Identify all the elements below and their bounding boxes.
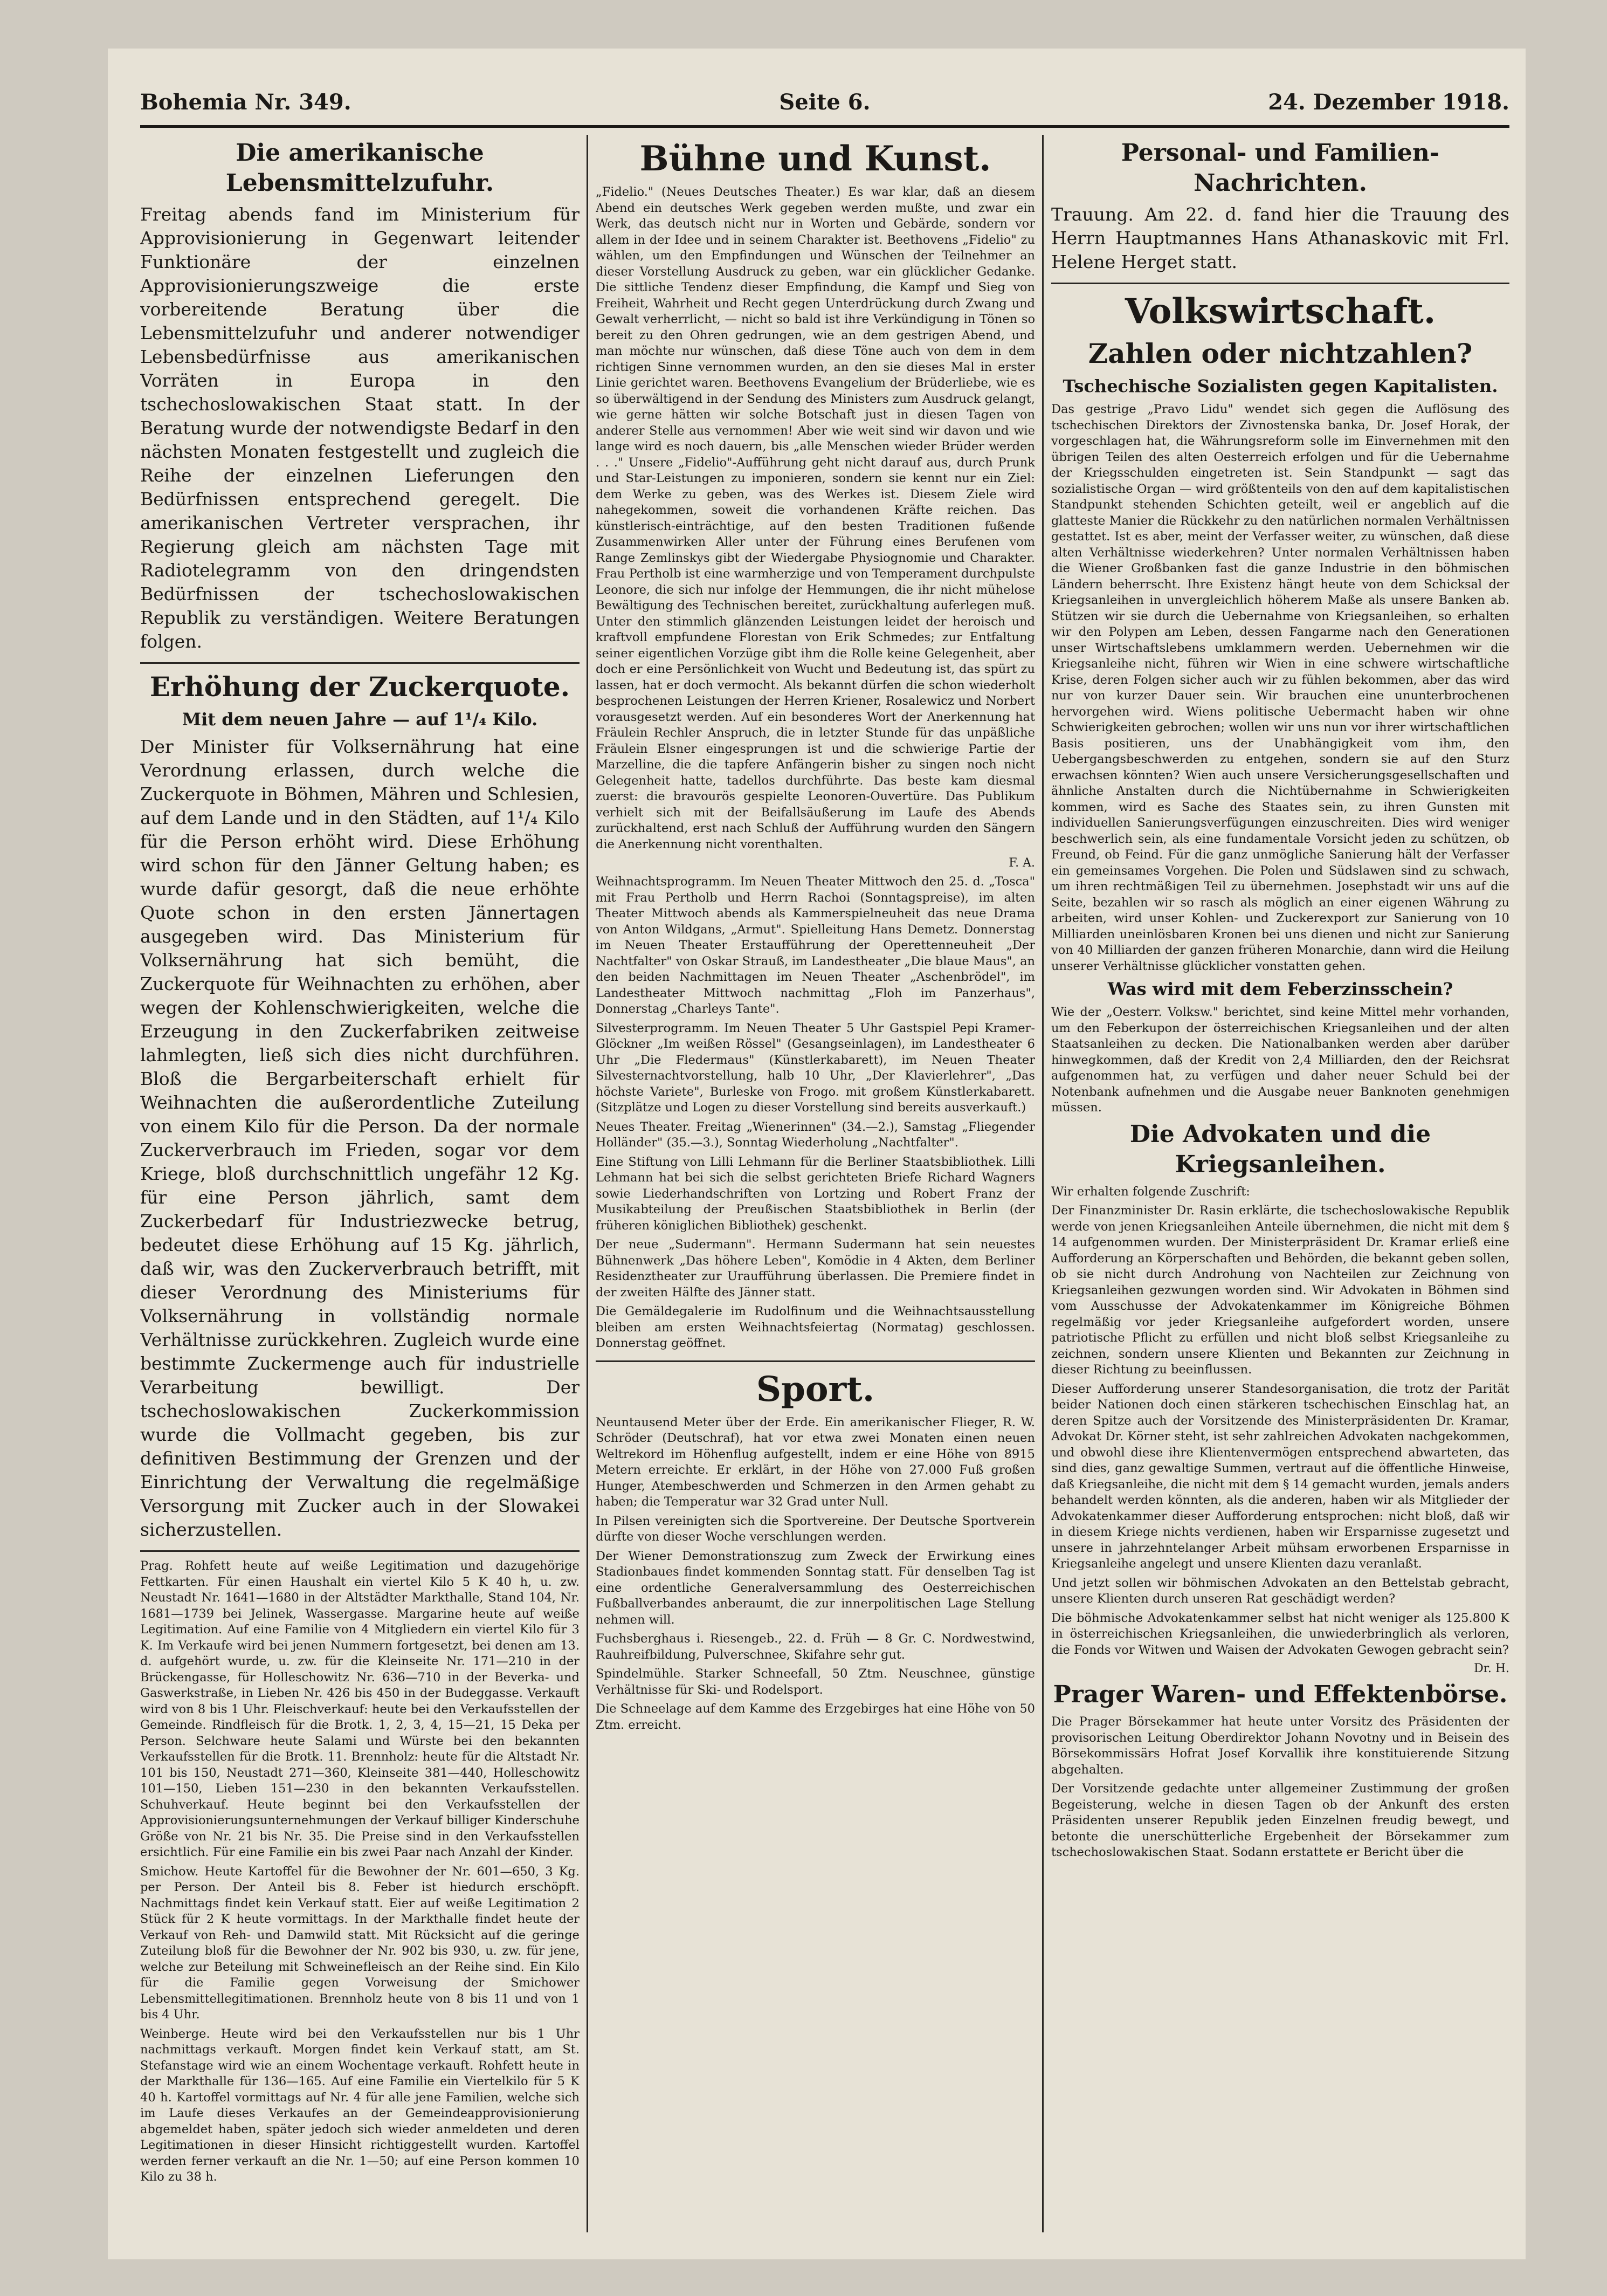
article-paragraph: Der Finanzminister Dr. Rasin erklärte, die tschechoslowakische Republik werde von jenen Kriegsanleihen Anteile übernehmen, die nicht mit dem § 14 aufgenommen wurden. Der Ministerpräsident Dr. Kramar erließ eine Aufforderung an Körperschaften und Behörden, die bekannt geben sollen, ob sie nicht durch Androhung von Nachteilen zur Zeichnung von Kriegsanleihen gezwungen worden sind. Wir Advokaten in Böhmen sind vom Ausschusse der Advokatenkammer im Königreiche Böhmen regelmäßig vor jeder Kriegsanleihe aufgefordert worden, unsere patriotische Pflicht zu erfüllen und nicht bloß selbst Kriegsanleihe zu zeichnen, sondern unsere Klienten und Bekannten zur Zeichnung in dieser Richtung zu beeinflussen.	[1051, 1204, 1509, 1377]
article-paragraph: Die Schneelage auf dem Kamme des Erzgebirges hat eine Höhe von 50 Ztm. erreicht.	[596, 1702, 1035, 1732]
column-divider	[587, 135, 588, 2232]
headline-buehne-und-kunst: Bühne und Kunst.	[639, 139, 991, 179]
article-paragraph: Smichow. Heute Kartoffel für die Bewohner der Nr. 601—650, 3 Kg. per Person. Der Anteil bis 8. Feber ist hiedurch erschöpft. Nachmittags findet kein Verkauf statt. Eier auf weiße Legitimation 2 Stück für 2 K heute vormittags. In der Markthalle findet heute der Verkauf von Reh- und Damwild statt. Mit Rücksicht auf die geringe Zuteilung bloß für die Bewohner der Nr. 902 bis 930, u. zw. für jene, welche zur Beteilung mit Schweinefleisch an der Reihe sind. Ein Kilo für die Familie gegen Vorweisung der Smichower Lebensmittellegitimationen. Brennholz heute von 8 bis 11 und von 1 bis 4 Uhr.	[140, 1864, 580, 2022]
article-paragraph: Fuchsberghaus i. Riesengeb., 22. d. Früh — 8 Gr. C. Nordwestwind, Rauhreifbildung, Pulverschnee, Skifahre sehr gut.	[596, 1632, 1035, 1662]
article-paragraph: Der neue „Sudermann". Hermann Sudermann hat sein neuestes Bühnenwerk „Das höhere Leben", Komödie in 4 Akten, dem Berliner Residenztheater zur Uraufführung überlassen. Die Premiere findet in der zweiten Hälfte des Jänner statt.	[596, 1238, 1035, 1300]
article-paragraph: Dieser Aufforderung unserer Standesorganisation, die trotz der Parität beider Nationen doch einen stärkeren tschechischen Einschlag hat, an deren Spitze auch der Vorsitzende des Ministerpräsidenten Dr. Kramar, Advokat Dr. Körner steht, ist sehr zahlreichen Advokaten nachgekommen, und obwohl diese ihre Klientenvermögen entsprechend abwarteten, das sind dies, ganz gewaltige Summen, vertraut auf die öffentliche Hinweise, daß Kriegsanleihe, die nicht mit dem § 14 gemacht wurden, jemals anders behandelt werden könnten, als die anderen, haben wir als Mitglieder der Advokatenkammer dieser Aufforderung entsprochen: nicht bloß, daß wir in diesem Kriege nichts verdienen, haben wir Ersparnisse zugesetzt und unsere in jahrzehntelanger Arbeit mühsam erworbenen Ersparnisse in Kriegsanleihe angelegt und unsere Klienten dazu veranlaßt.	[1051, 1381, 1509, 1571]
article-paragraph: In Pilsen vereinigten sich die Sportvereine. Der Deutsche Sportverein dürfte von dieser Woche verschlungen werden.	[596, 1514, 1035, 1544]
issue-date: 24. Dezember 1918.	[1268, 90, 1509, 115]
article-paragraph: Der Wiener Demonstrationszug zum Zweck der Erwirkung eines Stadionbaues findet kommenden Sonntag statt. Für denselben Tag ist eine ordentliche Generalversammlung des Oesterreichischen Fußballverbandes anberaumt, die zur innerpolitischen Lage Stellung nehmen will.	[596, 1549, 1035, 1627]
article-paragraph: Das gestrige „Pravo Lidu" wendet sich gegen die Auflösung des tschechischen Direktors der Zivnostenska banka, Dr. Josef Horak, der vorgeschlagen hat, die Währungsreform solle im Einvernehmen mit den übrigen Teilen des alten Oesterreich erfolgen und für die Uebernahme der Kriegsschulden eingetreten ist. Sein Standpunkt — sagt das sozialistische Organ — wird größtenteils von den auf dem kapitalistischen Standpunkt stehenden Schichten geteilt, weil er angeblich auf die glatteste Manier die Rückkehr zu den natürlichen normalen Verhältnissen gestattet. Ist es aber, meint der Verfasser weiter, zu wünschen, daß diese alten Verhältnisse wiederkehren? Unter normalen Verhältnissen haben die Wiener Großbanken fast die ganze Industrie in den böhmischen Ländern beherrscht. Ihre Existenz hängt heute von dem Schicksal der Kriegsanleihen in unvergleichlich höherem Maße als unsere Banken ab. Stützen wir sie durch die Uebernahme von Kriegsanleihen, so erhalten wir den Polypen am Leben, dessen Fangarme nach den Generationen unser Wirtschaftslebens umklammern werden. Uebernehmen wir die Kriegsanleihe nicht, führen wir Wien in eine schwere wirtschaftliche Krise, deren Folgen sicher auch wir zu fühlen bekommen, aber das wird nur von kurzer Dauer sein. Wir brauchen eine ununterbrochenen hervorgehen wird. Wiens politische Uebermacht haben wir ohne Schwierigkeiten gebrochen; wollen wir uns nun vor ihrer wirtschaftlichen Basis positieren, uns der Unabhängigkeit vom ihm, den Uebergangsbeschwerden zu entgehen, sondern sie auf den Sturz erwachsen könnten? Wien auch unsere Versicherungsgesellschaften und ähnliche Anstalten durch die Nichtübernahme in Schwierigkeiten kommen, wird es Sache des Staates sein, zu ihren Gunsten mit individuellen Sanierungsverfügungen einzuschreiten. Dies wird weniger beschwerlich sein, als eine fundamentale Vorsicht jeden zu schützen, ob Freund, ob Feind. Für die ganz unmögliche Sanierung hält der Verfasser ein gemeinsames Vorgehen. Die Polen und Südslawen sind zu schwach, um ihren rechtmäßigen Teil zu übernehmen. Josephstadt wir uns auf die Seite, bezahlen wir so rasch als möglich an einer eigenen Währung zu arbeiten, wird unser Kohlen- und Zuckerexport zur Sanierung von 10 Milliarden uneinlösbaren Kronen bei uns dienen und nicht zur Sanierung von 40 Milliarden der ganzen früheren Monarchie, dann wird die Heilung unserer Verhältnisse glücklicher vonstatten gehen.	[1051, 402, 1509, 973]
subheadline: Mit dem neuen Jahre — auf 1¹/₄ Kilo.	[182, 709, 538, 730]
header-rule	[140, 125, 1509, 128]
headline-volkswirtschaft: Volkswirtschaft.	[1125, 291, 1436, 332]
column-3	[1051, 135, 1509, 2232]
article-paragraph: Weinberge. Heute wird bei den Verkaufsstellen nur bis 1 Uhr nachmittags verkauft. Morgen findet kein Verkauf statt, am St. Stefanstage wird wie an einem Wochentage verkauft. Rohfett heute in der Markthalle für 136—165. Auf eine Familie ein Viertelkilo für 5 K 40 h. Kartoffel vormittags auf Nr. 4 für alle jene Familien, welche sich im Laufe dieses Verkaufes an der Gemeindeapprovisionierung abgemeldet haben, später jedoch sich wieder anmeldeten und deren Legitimationen in dieser Hinsicht richtiggestellt wurden. Kartoffel werden ferner verkauft an die Nr. 1—50; auf eine Person kommen 10 Kilo zu 38 h.	[140, 2026, 580, 2184]
article-paragraph: Weihnachtsprogramm. Im Neuen Theater Mittwoch den 25. d. „Tosca" mit Frau Pertholb und Herrn Rachoi (Sonntagspreise), im alten Theater Mittwoch abends als Kammerspielneuheit das neue Drama von Anton Wildgans, „Armut". Spielleitung Hans Demetz. Donnerstag im Neuen Theater Erstaufführung der Operettenneuheit „Der Nachtfalter" von Oskar Strauß, im Landestheater „Die blaue Maus", an den beiden Nachmittagen im Neuen Theater „Aschenbrödel", im Landestheater Mittwoch nachmittag „Floh im Panzerhaus", Donnerstag „Charleys Tante".	[596, 875, 1035, 1016]
section-rule	[140, 662, 580, 664]
column-divider	[1042, 135, 1044, 2232]
headline-personal-nachrichten: Personal- und Familien-Nachrichten.	[1121, 139, 1440, 197]
article-paragraph: Der Minister für Volksernährung hat eine Verordnung erlassen, durch welche die Zuckerquote in Böhmen, Mähren und Schlesien, auf dem Lande und in den Städten, auf 1¹/₄ Kilo für die Person erhöht wird. Diese Erhöhung wird schon für den Jänner Geltung haben; es wurde dafür gesorgt, daß die neue erhöhte Quote schon in den ersten Jännertagen ausgegeben wird. Das Ministerium für Volksernährung hat sich bemüht, die Zuckerquote für Weihnachten zu erhöhen, aber wegen der Kohlenschwierigkeiten, welche die Erzeugung in den Zuckerfabriken zeitweise lahmlegten, ließ sich dies nicht durchführen. Bloß die Bergarbeiterschaft erhielt für Weihnachten die außerordentliche Zuteilung von einem Kilo für die Person. Da der normale Zuckerverbrauch im Frieden, sogar vor dem Kriege, bloß durchschnittlich ungefähr 12 Kg. für eine Person jährlich, samt dem Zuckerbedarf für Industriezwecke betrug, bedeutet diese Erhöhung auf 15 Kg. jährlich, daß wir, was den Zuckerverbrauch betrifft, mit dieser Verordnung des Ministeriums für Volksernährung in vollständig normale Verhältnisse zurückkehren. Zugleich wurde eine bestimmte Zuckermenge auch für industrielle Verarbeitung bewilligt. Der tschechoslowakischen Zuckerkommission wurde die Vollmacht gegeben, bis zur definitiven Bestimmung der Grenzen und der Einrichtung der Verwaltung die regelmäßige Versorgung mit Zucker auch in der Slowakei sicherzustellen.	[140, 736, 580, 1540]
article-paragraph: Neues Theater. Freitag „Wienerinnen" (34.—2.), Samstag „Fliegender Holländer" (35.—3.), Sonntag Wiederholung „Nachtfalter".	[596, 1119, 1035, 1150]
page-header	[140, 86, 1509, 119]
article-paragraph: Und jetzt sollen wir böhmischen Advokaten an den Bettelstab gebracht, unsere Klienten durch unseren Rat geschädigt werden?	[1051, 1576, 1509, 1606]
article-paragraph: Wir erhalten folgende Zuschrift:	[1051, 1184, 1250, 1199]
article-paragraph: Wie der „Oesterr. Volksw." berichtet, sind keine Mittel mehr vorhanden, um den Feberkupon der österreichischen Kriegsanleihen und der alten Staatsanleihen zu decken. Die Nationalbanken werden aber darüber hinwegkommen, daß der Kredit von 2,4 Milliarden, den der Reichsrat aufgenommen hat, zu verfügen und daher neuer Schuld bei der Notenbank aufnehmen und die Ausgabe neuer Banknoten genehmigen müssen.	[1051, 1005, 1509, 1115]
subheadline: Tschechische Sozialisten gegen Kapitalisten.	[1063, 376, 1498, 396]
column-1	[140, 135, 580, 2232]
masthead-issue: Bohemia Nr. 349.	[140, 90, 351, 115]
headline-advokaten-kriegsanleihen: Die Advokaten und die Kriegsanleihen.	[1129, 1120, 1431, 1178]
author-signature: F. A.	[1009, 856, 1035, 870]
headline-prager-boerse: Prager Waren- und Effektenbörse.	[1053, 1681, 1508, 1708]
article-paragraph: Neuntausend Meter über der Erde. Ein amerikanischer Flieger, R. W. Schröder (Deutschraf), hat vor etwa zwei Monaten einen neuen Weltrekord im Höhenflug aufgestellt, indem er eine Höhe von 8915 Metern erreichte. Er erklärt, in der Höhe von 27.000 Fuß großen Hunger, Atembeschwerden und Schmerzen in den Armen gehabt zu haben; die Temperatur war 32 Grad unter Null.	[596, 1415, 1035, 1509]
column-2	[596, 135, 1035, 2232]
article-paragraph: Die Prager Börsekammer hat heute unter Vorsitz des Präsidenten der provisorischen Leitung Oberdirektor Johann Novotny und in Beisein des Börsekommissärs Hofrat Josef Korvallik ihre konstituierende Sitzung abgehalten.	[1051, 1715, 1509, 1777]
headline-sport: Sport.	[756, 1369, 875, 1410]
article-paragraph: Eine Stiftung von Lilli Lehmann für die Berliner Staatsbibliothek. Lilli Lehmann hat bei sich die selbst gerichteten Briefe Richard Wagners sowie Liederhandschriften von Lortzing und Robert Franz der Musikabteilung der Preußischen Staatsbibliothek in Berlin (der früheren königlichen Bibliothek) geschenkt.	[596, 1154, 1035, 1233]
article-paragraph: Freitag abends fand im Ministerium für Approvisionierung in Gegenwart leitender Funktionäre der einzelnen Approvisionierungszweige die erste vorbereitende Beratung über die Lebensmittelzufuhr und anderer notwendiger Lebensbedürfnisse aus amerikanischen Vorräten in Europa in den tschechoslowakischen Staat statt. In der Beratung wurde der notwendigste Bedarf in den nächsten Monaten festgestellt und zugleich die Reihe der einzelnen Lieferungen den Bedürfnissen entsprechend geregelt. Die amerikanischen Vertreter versprachen, ihr Regierung gleich am nächsten Tage mit Radiotelegramm von den dringendsten Bedürfnissen der tschechoslowakischen Republik zu verständigen. Weitere Beratungen folgen.	[140, 204, 580, 652]
headline-zuckerquote: Erhöhung der Zuckerquote.	[149, 671, 570, 703]
newspaper-page	[108, 49, 1526, 2259]
article-paragraph: Prag. Rohfett heute auf weiße Legitimation und dazugehörige Fettkarten. Für einen Haushalt ein viertel Kilo 5 K 40 h, u. zw. Neustadt Nr. 1641—1680 in der Altstädter Markthalle, Stand 104, Nr. 1681—1739 bei Jelinek, Wassergasse. Margarine heute auf weiße Legitimation. Auf eine Familie von 4 Mitgliedern ein viertel Kilo für 3 K. Im Verkaufe wird bei jenen Nummern fortgesetzt, bei denen am 13. d. aufgehört wurde, u. zw. für die Kleinseite Nr. 171—210 in der Brückengasse, für Holleschowitz Nr. 636—710 in der Beverka- und Gaswerkstraße, in Lieben Nr. 426 bis 450 in der Budeggasse. Verkauft wird von 8 bis 1 Uhr. Fleischverkauf: heute bei den Verkaufsstellen der Gemeinde. Rindfleisch für die Brotk. 1, 2, 3, 4, 15—21, 15 Deka per Person. Selchware heute Salami und Würste bei den bekannten Verkaufsstellen für die Brotk. 11. Brennholz: heute für die Altstadt Nr. 101 bis 150, Neustadt 271—360, Kleinseite 381—440, Holleschowitz 101—150, Lieben 151—230 in den bekannten Verkaufsstellen. Schuhverkauf. Heute beginnt bei den Verkaufsstellen der Approvisionierungsunternehmungen der Verkauf billiger Kinderschuhe Größe von Nr. 21 bis Nr. 35. Die Preise sind in den Verkaufsstellen ersichtlich. Für eine Familie ein bis zwei Paar nach Anzahl der Kinder.	[140, 1559, 580, 1859]
article-paragraph: „Fidelio." (Neues Deutsches Theater.) Es war klar, daß an diesem Abend ein deutsches Werk gegeben werden mußte, und zwar ein Werk, das deutsch nicht nur in Worten und Gebärde, sondern vor allem in der Idee und in seinem Charakter ist. Beethovens „Fidelio" zu wählen, um den Empfindungen und Wünschen der Teilnehmer an dieser Vorstellung Ausdruck zu geben, war ein glücklicher Gedanke. Die sittliche Tendenz dieser Empfindung, die Kampf und Sieg von Freiheit, Wahrheit und Recht gegen Unterdrückung durch Zwang und Gewalt verherrlicht, — nicht so bald ist ihre Verkündigung in Tönen so bereit zu den Ohren gedrungen, wie an dem gestrigen Abend, und man möchte nur wünschen, daß diese Töne auch von dem in dem richtigen Sinne vernommen wurden, an den sie dieses Mal in erster Linie gerichtet waren. Beethovens Evangelium der Brüderliebe, wie es so überwältigend in der Sendung des Ministers zum Ausdruck gelangt, wie gerne hätten wir solche Botschaft just in diesen Tagen von anderer Stelle aus vernommen! Aber wie weit sind wir davon und wie lange wird es noch dauern, bis „alle Menschen wieder Brüder werden . . ." Unsere „Fidelio"-Aufführung geht nicht darauf aus, durch Prunk und Star-Leistungen zu imponieren, sondern sie kennt nur ein Ziel: dem Werke zu geben, was des Werkes ist. Diesem Ziele wird nahegekommen, soweit die vorhandenen Kräfte reichen. Das künstlerisch-einträchtige, auf den besten Traditionen fußende Zusammenwirken Aller unter der Führung eines Berufenen vom Range Zemlinskys gibt der Wiedergabe Physiognomie und Charakter. Frau Pertholb ist eine warmherzige und von Temperament durchpulste Leonore, die sich nur infolge der Hemmungen, die ihr nicht mühelose Bewältigung des Technischen bereitet, zurückhaltung auferlegen muß. Unter den stimmlich glänzenden Leistungen leidet der heroisch und kraftvoll empfundene Florestan von Erik Schmedes; zur Entfaltung seiner eigentlichen Vorzüge gibt ihm die Rolle keine Gelegenheit, aber doch er eine Persönlichkeit von Wucht und Bedeutung ist, das spürt zu lassen, hat er doch vermocht. Als bekannt dürfen die schon wiederholt besprochenen Leistungen der Herren Kriener, Rosalewicz und Norbert vorausgesetzt werden. Auf ein besonderes Wort der Anerkennung hat Fräulein Rechler Anspruch, die in letzter Stunde für das unpäßliche Fräulein Elsner eingesprungen ist und die schwierige Partie der Marzelline, die die tapfere Anfängerin bisher zu singen noch nicht Gelegenheit hatte, tadellos durchführte. Das beste kam diesmal zuerst: die bravourös gespielte Leonoren-Ouvertüre. Das Publikum verhielt sich mit der Beifallsäußerung im Laufe des Abends zurückhaltend, erst nach Schluß der Aufführung wurden den Sängern die Anerkennung nicht vorenthalten.	[596, 185, 1035, 851]
headline-zahlen-oder-nichtzahlen: Zahlen oder nichtzahlen?	[1088, 338, 1473, 369]
author-signature: Dr. H.	[1474, 1662, 1509, 1675]
article-paragraph: Der Vorsitzende gedachte unter allgemeiner Zustimmung der großen Begeisterung, welche in diesen Tagen ob der Ankunft des ersten Präsidenten unserer Republik jeden Einzelnen freudig bewegt, und betonte die unerschütterliche Ergebenheit der Börsekammer zum tschechoslowakischen Staat. Sodann erstattete er Bericht über die	[1051, 1782, 1509, 1859]
article-paragraph: Trauung. Am 22. d. fand hier die Trauung des Herrn Hauptmannes Hans Athanaskovic mit Frl. Helene Herget statt.	[1051, 204, 1509, 272]
article-paragraph: Silvesterprogramm. Im Neuen Theater 5 Uhr Gastspiel Pepi Kramer-Glöckner „Im weißen Rössel" (Gesangseinlagen), im Landestheater 6 Uhr „Die Fledermaus" (Künstlerkabarett), im Neuen Theater Silvesternachtvorstellung, halb 10 Uhr, „Der Klavierlehrer", „Das höchste Variete", Burleske von Frogo. mit großem Künstlerkabarett. (Sitzplätze und Logen zu dieser Vorstellung sind bereits ausverkauft.)	[596, 1021, 1035, 1115]
section-rule	[596, 1360, 1035, 1362]
section-rule	[1051, 283, 1509, 284]
page-number: Seite 6.	[779, 90, 871, 115]
headline-feberzinsschein: Was wird mit dem Feberzinsschein?	[1107, 979, 1453, 999]
article-paragraph: Die Gemäldegalerie im Rudolfinum und die Weihnachtsausstellung bleiben am ersten Weihnachtsfeiertag (Normatag) geschlossen. Donnerstag geöffnet.	[596, 1304, 1035, 1350]
article-paragraph: Spindelmühle. Starker Schneefall, 50 Ztm. Neuschnee, günstige Verhältnisse für Ski- und Rodelsport.	[596, 1667, 1035, 1697]
headline-lebensmittelzufuhr: Die amerikanische Lebensmittelzufuhr.	[225, 139, 494, 197]
article-paragraph: Die böhmische Advokatenkammer selbst hat nicht weniger als 125.800 K in österreichischen Kriegsanleihen, die unwiederbringlich als verloren, die Fonds vor Witwen und Waisen der Advokaten Gewogen gebracht sein?	[1051, 1611, 1509, 1657]
section-rule	[140, 1550, 580, 1552]
